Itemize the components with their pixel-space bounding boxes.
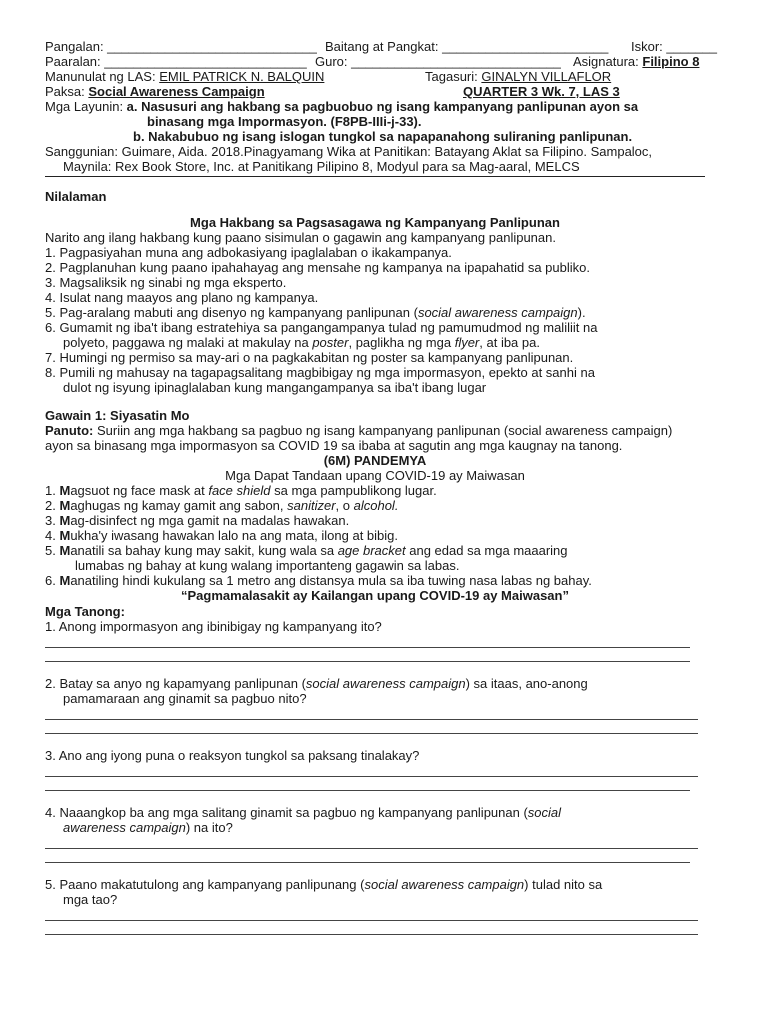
m-num: 1.: [45, 483, 60, 498]
panuto-cont: ayon sa binasang mga impormasyon sa COVID 19 sa ibaba at sagutin ang mga kaugnay na tanong.: [45, 438, 623, 453]
m-italic: age bracket: [337, 543, 406, 558]
header-row-2: [45, 54, 705, 69]
answer-line[interactable]: [45, 934, 698, 935]
m-italic: alcohol.: [353, 498, 399, 513]
m-text: ag-disinfect ng mga gamit na madalas hawakan.: [70, 513, 350, 528]
m-letter: M: [59, 483, 71, 498]
manunulat-label: Manunulat ng LAS:: [45, 69, 160, 84]
sanggunian-1: Sanggunian: Guimare, Aida. 2018.Pinagyamang Wika at Panitikan: Batayang Aklat sa Filipino. Sampaloc,: [45, 144, 653, 159]
m-item-5: [45, 543, 705, 558]
nilalaman-intro: Narito ang ilang hakbang kung paano sisimulan o gagawin ang kampanyang panlipunan.: [45, 230, 556, 245]
q-text: ) sa itaas, ano-anong: [465, 676, 588, 691]
poster-title: (6M) PANDEMYA: [323, 453, 427, 468]
m-letter: M: [59, 573, 71, 588]
layunin-b: b. Nakabubuo ng isang islogan tungkol sa napapanahong suliraning panlipunan.: [133, 129, 633, 144]
step-6-cont: [45, 335, 705, 350]
m-text: , o: [335, 498, 354, 513]
m-num: 2.: [45, 498, 60, 513]
question-5-cont: mga tao?: [63, 892, 118, 907]
step-6-cont-a: polyeto, paggawa ng malaki at makulay na: [63, 335, 313, 350]
tagasuri-label: Tagasuri:: [425, 69, 482, 84]
m-text: agsuot ng face mask at: [70, 483, 209, 498]
tanong-heading: Mga Tanong:: [45, 604, 125, 619]
step-5-end: ).: [577, 305, 586, 320]
panuto-label: Panuto:: [45, 423, 94, 438]
m-text: ukha'y iwasang hawakan lalo na ang mata, ilong at bibig.: [70, 528, 399, 543]
baitang-field[interactable]: Baitang at Pangkat: _______________________: [325, 39, 609, 54]
q-italic: social awareness campaign: [364, 877, 525, 892]
m-item-4: [45, 528, 705, 543]
m-letter: M: [59, 528, 71, 543]
step-2: 2. Pagplanuhan kung paano ipahahayag ang mensahe ng kampanya na ipapahatid sa publiko.: [45, 260, 590, 275]
asignatura-label: Asignatura:: [573, 54, 643, 69]
m-text: anatili sa bahay kung may sakit, kung wala sa: [70, 543, 338, 558]
answer-line[interactable]: [45, 848, 698, 849]
m-item-1: [45, 483, 705, 498]
step-1: 1. Pagpasiyahan muna ang adbokasiyang ipaglalaban o ikakampanya.: [45, 245, 452, 260]
question-4: [45, 805, 705, 820]
m-num: 5.: [45, 543, 60, 558]
header-row-1: [45, 39, 718, 54]
question-2-cont: pamamaraan ang ginamit sa pagbuo nito?: [63, 691, 307, 706]
m-item-2: [45, 498, 705, 513]
step-8-cont: dulot ng isyung ipinaglalaban kung mangangampanya sa iba't ibang lugar: [63, 380, 487, 395]
step-4: 4. Isulat nang maayos ang plano ng kampanya.: [45, 290, 319, 305]
question-5: [45, 877, 705, 892]
m-text: aghugas ng kamay gamit ang sabon,: [70, 498, 288, 513]
question-1: 1. Anong impormasyon ang ibinibigay ng kampanyang ito?: [45, 619, 382, 634]
q-italic: social awareness campaign: [305, 676, 466, 691]
step-6: 6. Gumamit ng iba't ibang estratehiya sa pangangampanya tulad ng pamumudmod ng maliliit na: [45, 320, 598, 335]
sanggunian-2: Maynila: Rex Book Store, Inc. at Panitikang Pilipino 8, Modyul para sa Mag-aaral, MELCS: [63, 159, 580, 174]
m-letter: M: [59, 513, 71, 528]
asignatura-value: Filipino 8: [642, 54, 700, 69]
step-6-cont-b: , paglikha ng mga: [348, 335, 455, 350]
step-6-flyer: flyer: [454, 335, 480, 350]
step-6-poster: poster: [312, 335, 349, 350]
guro-field[interactable]: Guro: _____________________________: [315, 54, 561, 69]
nilalaman-heading: Nilalaman: [45, 189, 107, 204]
step-3: 3. Magsaliksik ng sinabi ng mga eksperto.: [45, 275, 287, 290]
header-row-3: [45, 69, 705, 84]
iskor-field[interactable]: Iskor: _______: [631, 39, 718, 54]
m-italic: sanitizer: [287, 498, 336, 513]
panuto-text: Suriin ang mga hakbang sa pagbuo ng isang kampanyang panlipunan (social awareness campaign): [93, 423, 673, 438]
q-italic: social: [527, 805, 562, 820]
answer-line[interactable]: [45, 776, 698, 777]
m-letter: M: [59, 543, 71, 558]
asignatura: [573, 54, 699, 69]
question-3: 3. Ano ang iyong puna o reaksyon tungkol sa paksang tinalakay?: [45, 748, 420, 763]
header-row-4: [45, 84, 705, 99]
question-4-cont: [45, 820, 705, 835]
tagasuri-value: GINALYN VILLAFLOR: [481, 69, 612, 84]
answer-line[interactable]: [45, 647, 690, 648]
step-7: 7. Humingi ng permiso sa may-ari o na pagkakabitan ng poster sa kampanyang panlipunan.: [45, 350, 574, 365]
question-2: [45, 676, 705, 691]
nilalaman-title: Mga Hakbang sa Pagsasagawa ng Kampanyang Panlipunan: [190, 215, 560, 230]
m-item-6: [45, 573, 705, 588]
m-italic: face shield: [208, 483, 271, 498]
step-8: 8. Pumili ng mahusay na tagapagsalitang magbibigay ng mga impormasyon, epekto at sanhi na: [45, 365, 595, 380]
q-text: 2. Batay sa anyo ng kapamyang panlipunan (: [45, 676, 306, 691]
m-text: sa mga pampublikong lugar.: [270, 483, 437, 498]
step-5-italic: social awareness campaign: [417, 305, 578, 320]
worksheet-page: [45, 39, 718, 935]
step-5: [45, 305, 705, 320]
m-item-5-cont: lumabas ng bahay at kung walang importanteng gagawin sa labas.: [75, 558, 460, 573]
q-text: 4. Naaangkop ba ang mga salitang ginamit sa pagbuo ng kampanyang panlipunan (: [45, 805, 528, 820]
m-text: ang edad sa mga maaaring: [405, 543, 568, 558]
gawain-title: Gawain 1: Siyasatin Mo: [45, 408, 190, 423]
panuto: [45, 423, 705, 438]
layunin-a-text: a. Nasusuri ang hakbang sa pagbuobuo ng isang kampanyang panlipunan ayon sa: [126, 99, 639, 114]
m-num: 3.: [45, 513, 60, 528]
q-text: 5. Paano makatutulong ang kampanyang panlipunang (: [45, 877, 365, 892]
m-num: 6.: [45, 573, 60, 588]
q-text: ) tulad nito sa: [524, 877, 603, 892]
step-5-text: 5. Pag-aralang mabuti ang disenyo ng kampanyang panlipunan (: [45, 305, 418, 320]
layunin-a: [45, 99, 705, 114]
layunin-label: Mga Layunin:: [45, 99, 127, 114]
poster-subtitle: Mga Dapat Tandaan upang COVID-19 ay Maiwasan: [225, 468, 525, 483]
pangalan-field[interactable]: Pangalan: _____________________________: [45, 39, 317, 54]
answer-line[interactable]: [45, 920, 698, 921]
paaralan-field[interactable]: Paaralan: ____________________________: [45, 54, 307, 69]
q-italic: awareness campaign: [63, 820, 186, 835]
layunin-a-cont: binasang mga Impormasyon. (F8PB-IIIi-j-33).: [147, 114, 422, 129]
manunulat-value: EMIL PATRICK N. BALQUIN: [159, 69, 325, 84]
paksa-label: Paksa:: [45, 84, 89, 99]
m-text: anatiling hindi kukulang sa 1 metro ang distansya mula sa iba tuwing nasa labas ng bahay.: [70, 573, 592, 588]
m-item-3: [45, 513, 705, 528]
slogan: “Pagmamalasakit ay Kailangan upang COVID-19 ay Maiwasan”: [181, 588, 569, 603]
paksa-value: Social Awareness Campaign: [88, 84, 265, 99]
q-text: ) na ito?: [185, 820, 233, 835]
m-letter: M: [59, 498, 71, 513]
m-num: 4.: [45, 528, 60, 543]
answer-line[interactable]: [45, 719, 698, 720]
step-6-cont-c: , at iba pa.: [479, 335, 540, 350]
quarter-label: QUARTER 3 Wk. 7, LAS 3: [463, 84, 620, 99]
